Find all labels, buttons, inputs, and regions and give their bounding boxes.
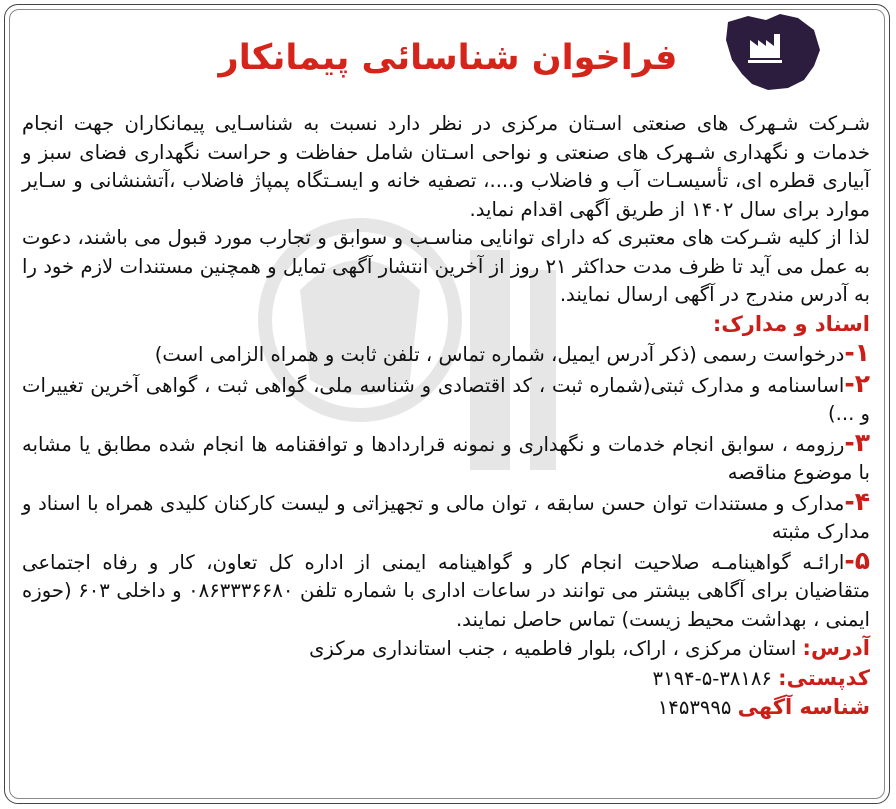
postal-code-line (22, 664, 870, 694)
address-value: استان مرکزی ، اراک، بلوار فاطمیه ، جنب استانداری مرکزی (309, 637, 797, 660)
postal-code-label: کدپستی: (778, 665, 870, 690)
list-item (22, 339, 870, 370)
ad-id-line (22, 693, 870, 723)
item-text: اساسنامه و مدارک ثبتی(شماره ثبت ، کد اقتصادی و شناسه ملی، گواهی ثبت ، گواهی آخرین تغییرات و ...) (22, 373, 870, 425)
address-label: آدرس: (802, 636, 870, 660)
invitation-paragraph: لذا از کلیه شـرکت های معتبری که دارای توانایی مناسـب و سوابق و تجارب مورد قبول می باشند، دعوت به عمل می آید تا ظرف مدت حداکثر ۲۱ روز از آخرین انتشار آگهی تمایل و همچنین مستندات لازم خود را به آدرس مندرج در آگهی ارسال نمایند. (22, 226, 870, 306)
list-item (22, 488, 870, 547)
item-number: ۲- (844, 368, 870, 398)
item-text: رزومه ، سوابق انجام خدمات و نگهداری و نمونه قراردادها و توافقنامه ها انجام شده مطابق یا مشابه با موضوع مناقصه (22, 432, 870, 484)
postal-code-value: ۳۸۱۸۶-۵-۳۱۹۴ (652, 666, 772, 690)
ad-id-label: شناسه آگهی (737, 695, 870, 719)
list-item (22, 547, 870, 635)
intro-paragraph: شـرکت شـهرک های صنعتی اسـتان مرکزی در نظر دارد نسبت به شناسـایی پیمانکاران جهت انجام خدمات و نگهداری شـهرک های صنعتی و نواحی اسـتان شامل حفاظت و حراست نگهداری فضای سبز و آبیاری قطره ای، تأسیسـات آب و فاضلاب و....، تصفیه خانه و ایسـتگاه پمپاژ فاضلاب ،آتشنشانی و سـایر موارد برای سال ۱۴۰۲ از طریق آگهی اقدام نماید. (22, 112, 870, 221)
item-text: مدارک و مستندات توان حسن سابقه ، توان مالی و تجهیزاتی و لیست کارکنان کلیدی همراه با اسناد و مدارک مثبته (22, 491, 870, 543)
announcement-body (22, 110, 870, 723)
list-item (22, 370, 870, 429)
documents-heading: اسناد و مدارک: (712, 311, 870, 336)
item-number: ۳- (844, 427, 870, 457)
address-line (22, 634, 870, 664)
item-number: ۵- (844, 545, 870, 575)
item-number: ۱- (844, 338, 870, 367)
ad-id-value: ۱۴۵۳۹۹۵ (657, 696, 732, 719)
item-number: ۴- (844, 486, 870, 516)
page-title: فراخوان شناسائی پیمانکار (218, 38, 678, 78)
item-text: درخواست رسمی (ذکر آدرس ایمیل، شماره تماس ، تلفن ثابت و همراه الزامی است) (154, 343, 845, 366)
item-text: ارائـه گواهینامـه صلاحیت انجام کار و گواهینامه ایمنی از اداره کل تعاون، کار و رفاه اجتماعی متقاضیان برای آگاهی بیشتر می توانند در ساعات اداری با شماره تلفن ۰۸۶۳۳۳۶۶۸۰ و داخلی ۶۰۳ (حوزه ایمنی ، بهداشت محیط زیست) تماس حاصل نمایند. (22, 550, 870, 631)
list-item (22, 429, 870, 488)
